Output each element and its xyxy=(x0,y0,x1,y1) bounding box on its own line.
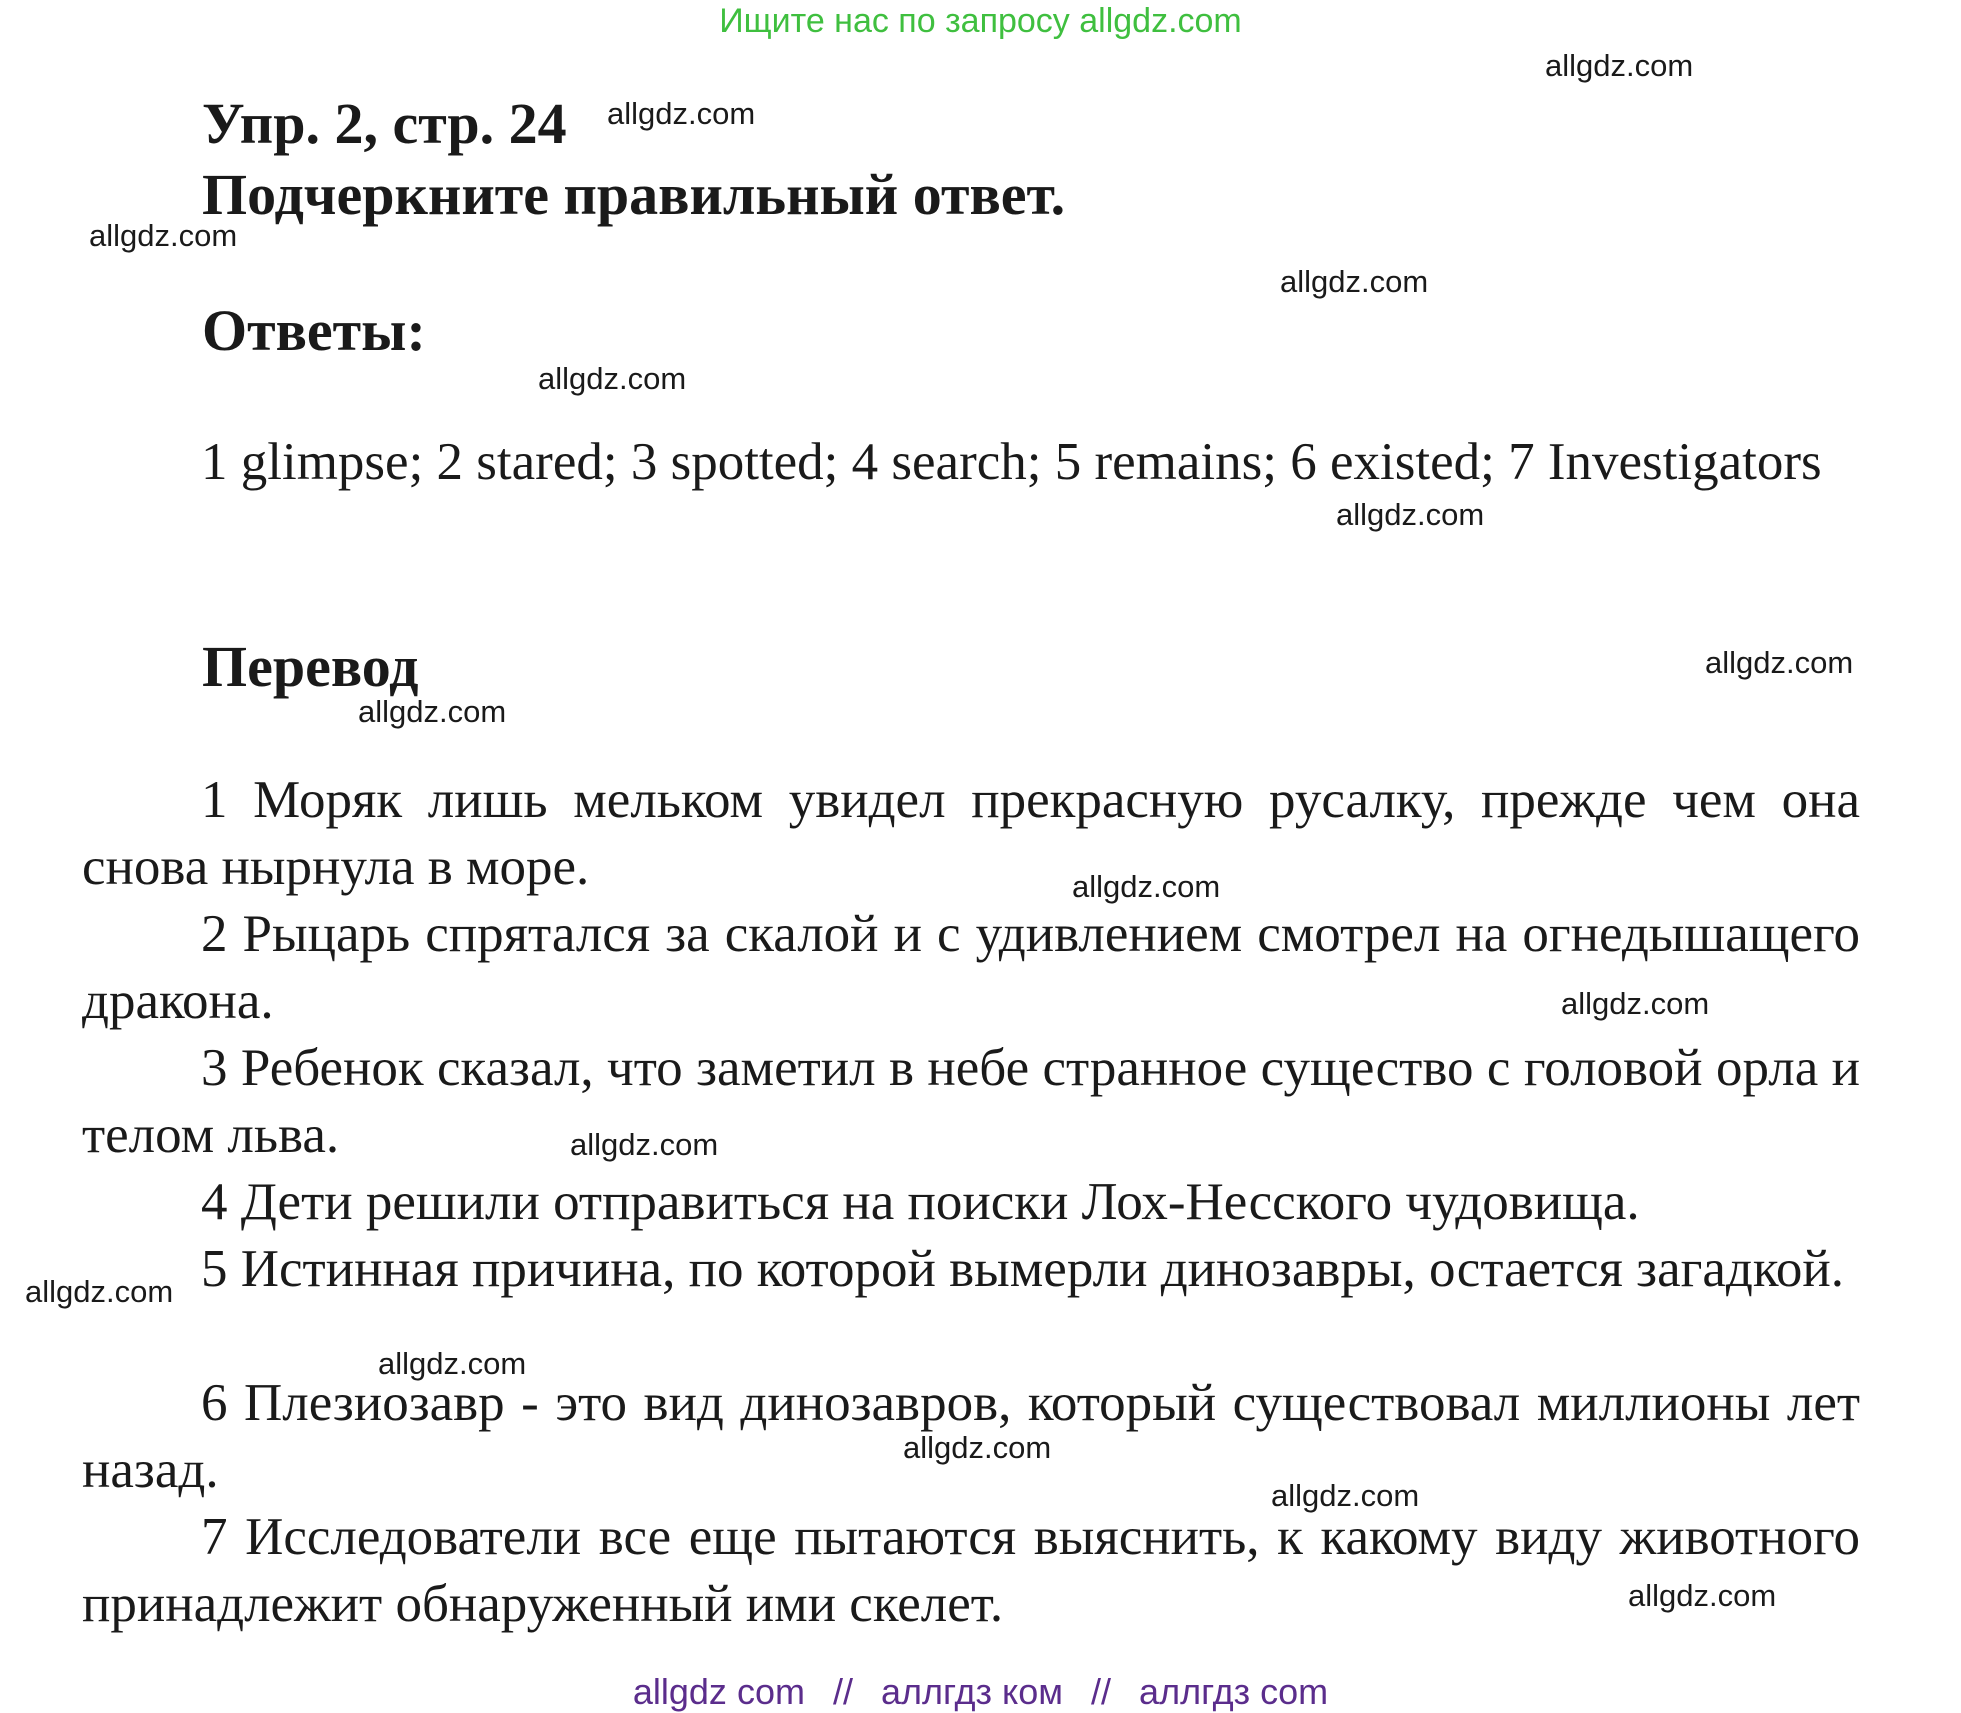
watermark: allgdz.com xyxy=(903,1430,1052,1465)
task-instruction: Подчеркните правильный ответ. xyxy=(202,162,1066,227)
translation-item: 4 Дети решили отправиться на поиски Лох-Несского чудовища. xyxy=(201,1173,1640,1231)
translation-item: 5 Истинная причина, по которой вымерли динозавры, остается загадкой. xyxy=(201,1240,1844,1298)
top-banner: Ищите нас по запросу allgdz.com xyxy=(719,2,1242,40)
watermark: allgdz.com xyxy=(378,1346,527,1381)
watermark: allgdz.com xyxy=(607,96,756,131)
footer-separator: // xyxy=(1091,1671,1112,1712)
watermark: allgdz.com xyxy=(1336,497,1485,532)
exercise-number: Упр. 2, стр. 24 xyxy=(202,91,567,156)
translation-item: 6 Плезиозавр - это вид динозавров, который существовал миллионы лет назад. xyxy=(82,1374,1860,1499)
footer xyxy=(0,1671,1961,1713)
watermark: allgdz.com xyxy=(358,694,507,729)
watermark: allgdz.com xyxy=(538,361,687,396)
watermark: allgdz.com xyxy=(1545,48,1694,83)
translation-item: 7 Исследователи все еще пытаются выяснить, к какому виду животного принадлежит обнаруженный ими скелет. xyxy=(82,1508,1860,1633)
watermark: allgdz.com xyxy=(570,1127,719,1162)
translation-item: 3 Ребенок сказал, что заметил в небе странное существо с головой орла и телом льва. xyxy=(82,1039,1860,1164)
footer-link[interactable]: allgdz com xyxy=(632,1671,805,1712)
watermark: allgdz.com xyxy=(89,218,238,253)
translation-item: 2 Рыцарь спрятался за скалой и с удивлением смотрел на огнедышащего дракона. xyxy=(82,905,1860,1030)
translation-heading: Перевод xyxy=(202,634,419,699)
answers-heading: Ответы: xyxy=(202,298,426,363)
footer-link[interactable]: аллгдз ком xyxy=(881,1671,1063,1712)
watermark: allgdz.com xyxy=(1561,986,1710,1021)
watermark: allgdz.com xyxy=(1705,645,1854,680)
watermark: allgdz.com xyxy=(25,1274,174,1309)
watermark: allgdz.com xyxy=(1628,1578,1777,1613)
translation-item: 1 Моряк лишь мельком увидел прекрасную русалку, прежде чем она снова нырнула в море. xyxy=(82,771,1860,896)
watermark: allgdz.com xyxy=(1072,869,1221,904)
footer-separator: // xyxy=(832,1671,853,1712)
watermark: allgdz.com xyxy=(1280,264,1429,299)
watermark: allgdz.com xyxy=(1271,1478,1420,1513)
footer-link[interactable]: аллгдз com xyxy=(1139,1671,1329,1712)
answers-text: 1 glimpse; 2 stared; 3 spotted; 4 search; 5 remains; 6 existed; 7 Investigators xyxy=(201,433,1822,491)
